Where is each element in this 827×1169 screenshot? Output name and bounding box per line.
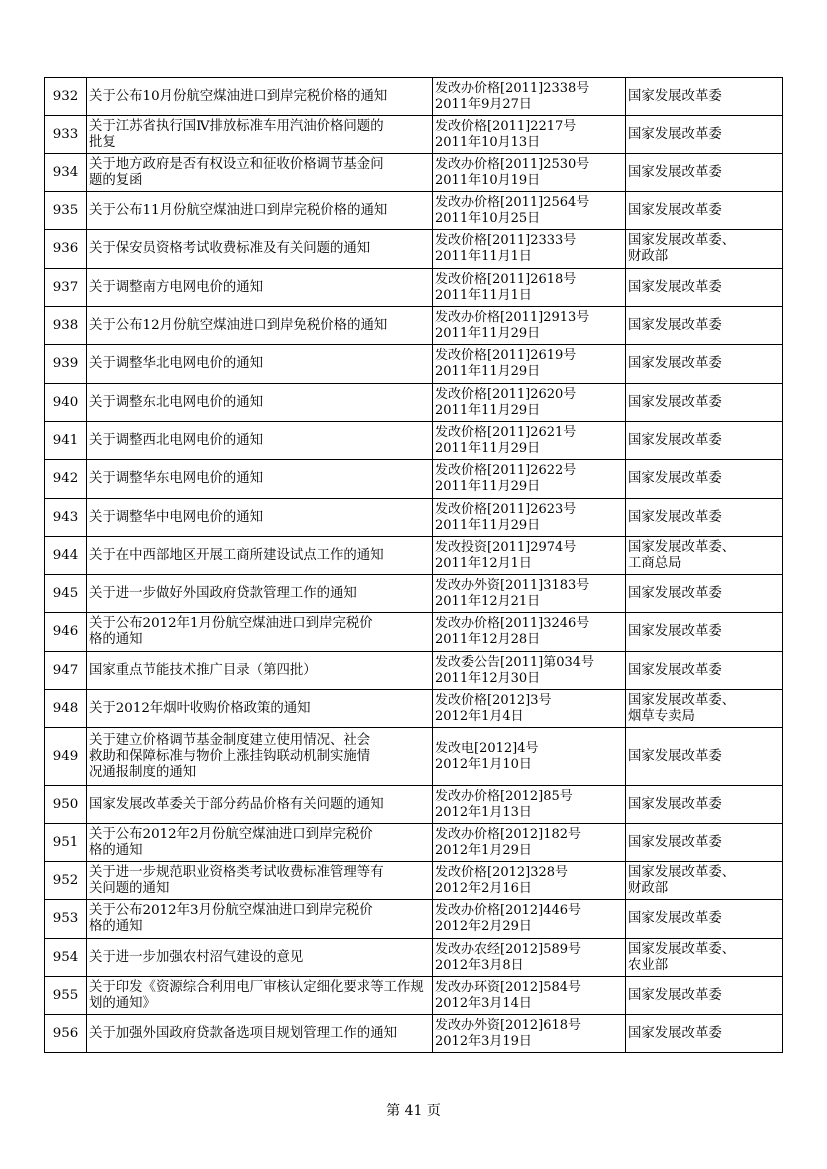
row-number-cell xyxy=(45,192,87,230)
document-number: 发改委公告[2011]第034号 xyxy=(435,654,595,670)
row-number-cell xyxy=(45,652,87,690)
cell-text: 国家发展改革委、 烟草专卖局 xyxy=(628,692,736,724)
cell-text: 国家发展改革委关于部分药品价格有关问题的通知 xyxy=(89,796,384,812)
row-number: 945 xyxy=(52,585,79,601)
cell-text: 关于公布10月份航空煤油进口到岸完税价格的通知 xyxy=(89,88,388,104)
cell-text: 关于公布2012年1月份航空煤油进口到岸完税价 格的通知 xyxy=(89,616,373,647)
document-number: 发改办价格[2011]2338号 xyxy=(435,80,590,96)
document-number: 发改价格[2011]2217号 xyxy=(435,118,577,134)
document-number-cell xyxy=(433,269,626,307)
issue-date: 2011年12月1日 xyxy=(435,555,532,571)
issue-date: 2011年9月27日 xyxy=(435,96,532,112)
row-number-cell xyxy=(45,230,87,269)
cell-text: 国家发展改革委、 财政部 xyxy=(628,233,736,264)
row-number-cell xyxy=(45,728,87,786)
row-number: 946 xyxy=(52,624,79,639)
cell-text: 国家发展改革委 xyxy=(628,88,722,104)
cell-text: 国家发展改革委 xyxy=(628,748,722,764)
row-number-cell xyxy=(45,499,87,537)
row-number: 938 xyxy=(52,317,79,333)
row-number-cell xyxy=(45,939,87,977)
document-title-cell xyxy=(87,862,433,900)
cell-text: 关于调整东北电网电价的通知 xyxy=(89,394,264,410)
cell-text: 国家发展改革委 xyxy=(628,585,722,601)
cell-text: 关于江苏省执行国Ⅳ排放标准车用汽油价格问题的 批复 xyxy=(89,118,384,150)
table-row xyxy=(45,345,783,384)
cell-text: 国家发展改革委 xyxy=(628,987,722,1003)
table-row xyxy=(45,154,783,192)
cell-text: 关于调整华中电网电价的通知 xyxy=(89,509,264,525)
document-number-cell xyxy=(433,154,626,192)
issuing-authority-cell xyxy=(626,499,783,537)
cell-text: 关于加强外国政府贷款备选项目规划管理工作的通知 xyxy=(89,1025,397,1041)
table-body xyxy=(45,78,783,1053)
issue-date: 2011年12月21日 xyxy=(435,593,541,609)
issue-date: 2012年2月16日 xyxy=(435,880,532,896)
issue-date: 2011年10月25日 xyxy=(435,210,541,226)
issuing-authority-cell xyxy=(626,537,783,575)
cell-text: 关于调整华北电网电价的通知 xyxy=(89,356,264,371)
row-number-cell xyxy=(45,824,87,862)
cell-text: 关于调整华东电网电价的通知 xyxy=(89,471,264,486)
issuing-authority-cell xyxy=(626,652,783,690)
document-number-cell xyxy=(433,384,626,422)
issuing-authority-cell xyxy=(626,939,783,977)
document-number-cell xyxy=(433,939,626,977)
table-row xyxy=(45,460,783,499)
document-title-cell xyxy=(87,613,433,652)
cell-text: 关于在中西部地区开展工商所建设试点工作的通知 xyxy=(89,547,384,563)
row-number-cell xyxy=(45,613,87,652)
issue-date: 2011年11月1日 xyxy=(435,287,532,303)
document-number: 发改价格[2011]2620号 xyxy=(435,386,577,402)
document-number-cell xyxy=(433,192,626,230)
document-title-cell xyxy=(87,652,433,690)
table-row xyxy=(45,422,783,460)
issuing-authority-cell xyxy=(626,977,783,1015)
row-number: 937 xyxy=(52,279,79,295)
document-number-cell xyxy=(433,1015,626,1053)
table-row xyxy=(45,862,783,900)
document-number: 发改办价格[2012]446号 xyxy=(435,903,582,918)
table-row xyxy=(45,116,783,154)
document-title-cell xyxy=(87,78,433,116)
cell-text: 关于调整南方电网电价的通知 xyxy=(89,279,264,295)
issue-date: 2011年11月1日 xyxy=(435,249,532,264)
row-number: 944 xyxy=(52,547,79,563)
cell-text: 国家发展改革委 xyxy=(628,662,722,678)
issue-date: 2012年3月8日 xyxy=(435,957,524,973)
row-number: 948 xyxy=(52,700,79,716)
issue-date: 2012年3月19日 xyxy=(435,1033,532,1049)
document-title-cell xyxy=(87,786,433,824)
issuing-authority-cell xyxy=(626,690,783,728)
document-number: 发改办农经[2012]589号 xyxy=(435,941,582,957)
cell-text: 国家发展改革委 xyxy=(628,834,722,850)
issuing-authority-cell xyxy=(626,116,783,154)
row-number: 942 xyxy=(52,471,79,486)
issue-date: 2011年11月29日 xyxy=(435,440,541,456)
row-number: 939 xyxy=(52,356,79,371)
cell-text: 国家发展改革委、 农业部 xyxy=(628,941,736,973)
document-title-cell xyxy=(87,384,433,422)
issuing-authority-cell xyxy=(626,862,783,900)
row-number-cell xyxy=(45,384,87,422)
row-number: 951 xyxy=(52,834,79,850)
row-number: 953 xyxy=(52,911,79,926)
row-number-cell xyxy=(45,345,87,384)
table-row xyxy=(45,652,783,690)
document-number-cell xyxy=(433,824,626,862)
table-row xyxy=(45,307,783,345)
row-number-cell xyxy=(45,1015,87,1053)
row-number-cell xyxy=(45,862,87,900)
document-number: 发改办价格[2011]3246号 xyxy=(435,616,590,631)
document-title-cell xyxy=(87,460,433,499)
document-number: 发改办价格[2012]182号 xyxy=(435,826,582,842)
document-number-cell xyxy=(433,78,626,116)
document-number: 发改价格[2011]2333号 xyxy=(435,233,577,248)
issue-date: 2012年1月13日 xyxy=(435,804,532,820)
row-number-cell xyxy=(45,422,87,460)
table-row xyxy=(45,78,783,116)
cell-text: 国家发展改革委 xyxy=(628,911,722,926)
document-title-cell xyxy=(87,230,433,269)
document-number: 发改价格[2012]328号 xyxy=(435,864,569,880)
row-number: 947 xyxy=(52,662,79,678)
row-number: 956 xyxy=(52,1025,79,1041)
table-row xyxy=(45,977,783,1015)
regulations-table xyxy=(44,77,783,1053)
issuing-authority-cell xyxy=(626,192,783,230)
cell-text: 国家发展改革委 xyxy=(628,1025,722,1041)
table-row xyxy=(45,575,783,613)
cell-text: 关于公布12月份航空煤油进口到岸免税价格的通知 xyxy=(89,317,388,333)
row-number: 952 xyxy=(52,872,79,888)
row-number-cell xyxy=(45,900,87,939)
document-number: 发改价格[2011]2618号 xyxy=(435,271,577,287)
issuing-authority-cell xyxy=(626,230,783,269)
document-number: 发改办价格[2011]2913号 xyxy=(435,309,590,325)
table-row xyxy=(45,1015,783,1053)
cell-text: 国家发展改革委 xyxy=(628,126,722,142)
cell-text: 关于公布2012年3月份航空煤油进口到岸完税价 格的通知 xyxy=(89,903,373,934)
document-number-cell xyxy=(433,862,626,900)
document-title-cell xyxy=(87,269,433,307)
row-number: 943 xyxy=(52,509,79,525)
document-number-cell xyxy=(433,575,626,613)
document-number: 发改价格[2011]2621号 xyxy=(435,424,577,440)
row-number: 940 xyxy=(52,394,79,410)
issuing-authority-cell xyxy=(626,269,783,307)
document-title-cell xyxy=(87,422,433,460)
row-number-cell xyxy=(45,460,87,499)
document-title-cell xyxy=(87,977,433,1015)
issuing-authority-cell xyxy=(626,728,783,786)
cell-text: 国家发展改革委 xyxy=(628,509,722,525)
document-number-cell xyxy=(433,690,626,728)
document-title-cell xyxy=(87,728,433,786)
issue-date: 2011年11月29日 xyxy=(435,402,541,418)
cell-text: 国家发展改革委 xyxy=(628,432,722,448)
row-number: 941 xyxy=(52,432,79,448)
document-title-cell xyxy=(87,116,433,154)
issue-date: 2012年3月14日 xyxy=(435,995,532,1011)
page-number: 第 41 页 xyxy=(386,1103,441,1119)
issuing-authority-cell xyxy=(626,575,783,613)
document-number: 发改办环资[2012]584号 xyxy=(435,979,582,995)
table-row xyxy=(45,230,783,269)
issue-date: 2011年11月29日 xyxy=(435,517,541,533)
cell-text: 国家发展改革委、 工商总局 xyxy=(628,539,736,571)
issuing-authority-cell xyxy=(626,345,783,384)
cell-text: 关于进一步规范职业资格类考试收费标准管理等有 关问题的通知 xyxy=(89,864,384,896)
document-number: 发改价格[2011]2623号 xyxy=(435,501,577,517)
row-number: 936 xyxy=(52,241,79,256)
cell-text: 国家发展改革委 xyxy=(628,317,722,333)
issuing-authority-cell xyxy=(626,78,783,116)
cell-text: 关于进一步做好外国政府贷款管理工作的通知 xyxy=(89,585,357,601)
table-row xyxy=(45,900,783,939)
cell-text: 国家发展改革委 xyxy=(628,202,722,218)
issuing-authority-cell xyxy=(626,1015,783,1053)
cell-text: 国家发展改革委 xyxy=(628,394,722,410)
table-row xyxy=(45,537,783,575)
issuing-authority-cell xyxy=(626,900,783,939)
document-number-cell xyxy=(433,499,626,537)
document-number-cell xyxy=(433,307,626,345)
issue-date: 2011年10月13日 xyxy=(435,134,541,150)
row-number-cell xyxy=(45,154,87,192)
cell-text: 关于公布11月份航空煤油进口到岸完税价格的通知 xyxy=(89,202,388,218)
document-number-cell xyxy=(433,116,626,154)
cell-text: 国家发展改革委 xyxy=(628,471,722,486)
document-number: 发改价格[2011]2622号 xyxy=(435,463,577,478)
row-number-cell xyxy=(45,537,87,575)
issuing-authority-cell xyxy=(626,824,783,862)
document-number: 发改办价格[2012]85号 xyxy=(435,788,573,804)
table-row xyxy=(45,269,783,307)
table-row xyxy=(45,499,783,537)
document-number: 发改电[2012]4号 xyxy=(435,740,539,756)
issue-date: 2011年11月29日 xyxy=(435,479,541,494)
issuing-authority-cell xyxy=(626,384,783,422)
issue-date: 2011年10月19日 xyxy=(435,172,541,188)
issuing-authority-cell xyxy=(626,786,783,824)
issue-date: 2011年11月29日 xyxy=(435,325,541,341)
document-title-cell xyxy=(87,824,433,862)
document-number-cell xyxy=(433,230,626,269)
row-number: 954 xyxy=(52,949,79,965)
cell-text: 国家发展改革委 xyxy=(628,164,722,180)
document-number: 发改办价格[2011]2530号 xyxy=(435,156,590,172)
document-title-cell xyxy=(87,499,433,537)
document-title-cell xyxy=(87,345,433,384)
document-number-cell xyxy=(433,422,626,460)
document-number-cell xyxy=(433,613,626,652)
document-number-cell xyxy=(433,345,626,384)
issue-date: 2011年12月28日 xyxy=(435,632,541,647)
issue-date: 2011年11月29日 xyxy=(435,364,541,379)
document-number: 发改投资[2011]2974号 xyxy=(435,539,577,555)
document-number-cell xyxy=(433,652,626,690)
document-number-cell xyxy=(433,537,626,575)
row-number: 955 xyxy=(52,987,79,1003)
row-number-cell xyxy=(45,78,87,116)
row-number: 950 xyxy=(52,796,79,812)
issuing-authority-cell xyxy=(626,613,783,652)
row-number: 935 xyxy=(52,202,79,218)
document-title-cell xyxy=(87,939,433,977)
row-number-cell xyxy=(45,786,87,824)
document-number: 发改办外资[2011]3183号 xyxy=(435,577,590,593)
cell-text: 国家发展改革委 xyxy=(628,356,722,371)
issue-date: 2012年1月4日 xyxy=(435,708,524,724)
document-number-cell xyxy=(433,977,626,1015)
cell-text: 关于公布2012年2月份航空煤油进口到岸完税价 格的通知 xyxy=(89,826,373,858)
table-row xyxy=(45,192,783,230)
document-title-cell xyxy=(87,192,433,230)
cell-text: 国家发展改革委、 财政部 xyxy=(628,864,736,896)
document-title-cell xyxy=(87,690,433,728)
issue-date: 2012年1月10日 xyxy=(435,756,532,772)
issue-date: 2011年12月30日 xyxy=(435,670,541,686)
issuing-authority-cell xyxy=(626,422,783,460)
document-number: 发改价格[2011]2619号 xyxy=(435,348,577,363)
cell-text: 国家发展改革委 xyxy=(628,796,722,812)
row-number-cell xyxy=(45,307,87,345)
cell-text: 国家发展改革委 xyxy=(628,279,722,295)
row-number: 932 xyxy=(52,88,79,104)
row-number-cell xyxy=(45,116,87,154)
document-number: 发改办外资[2012]618号 xyxy=(435,1017,582,1033)
cell-text: 关于印发《资源综合利用电厂审核认定细化要求等工作规划的通知》 xyxy=(89,979,424,1011)
table-row xyxy=(45,690,783,728)
document-title-cell xyxy=(87,537,433,575)
row-number: 934 xyxy=(52,164,79,180)
cell-text: 关于进一步加强农村沼气建设的意见 xyxy=(89,949,304,965)
table-row xyxy=(45,939,783,977)
issue-date: 2012年1月29日 xyxy=(435,842,532,858)
cell-text: 关于2012年烟叶收购价格政策的通知 xyxy=(89,700,311,716)
document-number-cell xyxy=(433,460,626,499)
table-row xyxy=(45,824,783,862)
table-row xyxy=(45,384,783,422)
issuing-authority-cell xyxy=(626,460,783,499)
table-row xyxy=(45,786,783,824)
document-title-cell xyxy=(87,575,433,613)
document-number: 发改价格[2012]3号 xyxy=(435,692,552,708)
cell-text: 国家重点节能技术推广目录（第四批） xyxy=(89,662,317,678)
row-number-cell xyxy=(45,977,87,1015)
issuing-authority-cell xyxy=(626,307,783,345)
table-row xyxy=(45,728,783,786)
cell-text: 关于地方政府是否有权设立和征收价格调节基金问 题的复函 xyxy=(89,156,384,188)
issuing-authority-cell xyxy=(626,154,783,192)
document-number: 发改办价格[2011]2564号 xyxy=(435,194,590,210)
cell-text: 关于调整西北电网电价的通知 xyxy=(89,432,264,448)
row-number-cell xyxy=(45,690,87,728)
document-title-cell xyxy=(87,154,433,192)
row-number: 949 xyxy=(52,748,79,764)
document-title-cell xyxy=(87,1015,433,1053)
row-number-cell xyxy=(45,269,87,307)
document-title-cell xyxy=(87,900,433,939)
issue-date: 2012年2月29日 xyxy=(435,919,532,934)
row-number-cell xyxy=(45,575,87,613)
document-title-cell xyxy=(87,307,433,345)
cell-text: 国家发展改革委 xyxy=(628,624,722,639)
document-number-cell xyxy=(433,786,626,824)
table-row xyxy=(45,613,783,652)
document-number-cell xyxy=(433,900,626,939)
row-number: 933 xyxy=(52,126,79,142)
document-number-cell xyxy=(433,728,626,786)
cell-text: 关于保安员资格考试收费标准及有关问题的通知 xyxy=(89,241,371,256)
cell-text: 关于建立价格调节基金制度建立使用情况、社会 救助和保障标准与物价上涨挂钩联动机制实施情 况通报制度的通知 xyxy=(89,732,371,780)
